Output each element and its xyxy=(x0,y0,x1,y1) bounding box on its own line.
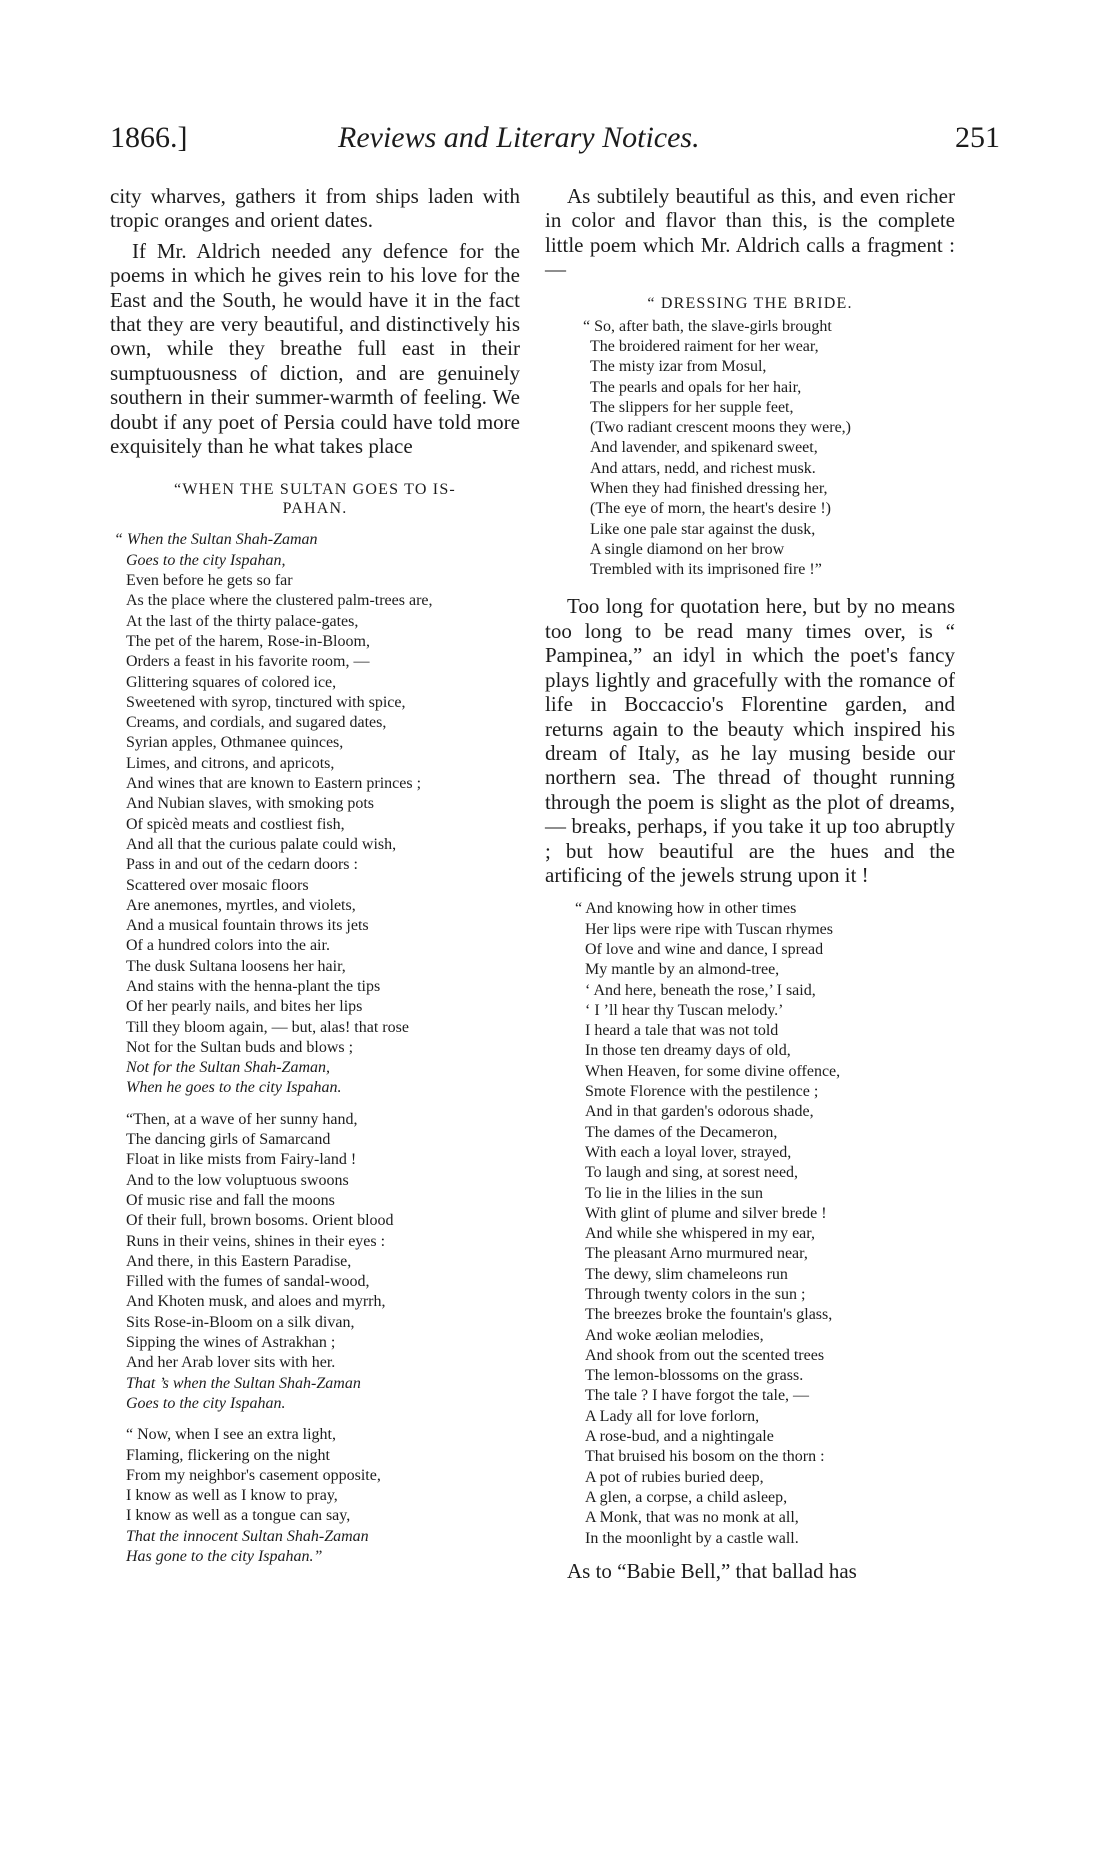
poem-line: A rose-bud, and a nightingale xyxy=(585,1428,774,1446)
poem-line: Runs in their veins, shines in their eyes : xyxy=(126,1232,386,1250)
poem-line: And in that garden's odorous shade, xyxy=(585,1103,814,1121)
poem-line: When Heaven, for some divine offence, xyxy=(585,1062,841,1080)
poem-line: Of a hundred colors into the air. xyxy=(126,937,330,955)
poem-line: Creams, and cordials, and sugared dates, xyxy=(126,714,387,732)
poem-line: (The eye of morn, the heart's desire !) xyxy=(590,500,831,518)
poem-line: From my neighbor's casement opposite, xyxy=(126,1466,381,1484)
poem-line: Of spicèd meats and costliest fish, xyxy=(126,815,345,833)
poem-line: “ So, after bath, the slave-girls brought xyxy=(583,317,832,335)
poem-line: “ And knowing how in other times xyxy=(575,900,797,918)
poem-line: Limes, and citrons, and apricots, xyxy=(126,754,335,772)
poem-line: Of her pearly nails, and bites her lips xyxy=(126,998,363,1016)
left-column xyxy=(110,184,520,1567)
poem-line: Sweetened with syrop, tinctured with spice, xyxy=(126,693,406,711)
poem-line: “ When the Sultan Shah-Zaman xyxy=(114,531,318,549)
poem-line: And while she whispered in my ear, xyxy=(585,1225,815,1243)
poem-line: “ Now, when I see an extra light, xyxy=(126,1426,336,1444)
poem-line: Goes to the city Ispahan. xyxy=(126,1394,286,1412)
poem-line: A pot of rubies buried deep, xyxy=(585,1468,764,1486)
poem-line: Sipping the wines of Astrakhan ; xyxy=(126,1334,336,1352)
poem-line: At the last of the thirty palace-gates, xyxy=(126,612,359,630)
poem-line: That the innocent Sultan Shah-Zaman xyxy=(126,1527,369,1545)
paragraph-aldrich-defence: If Mr. Aldrich needed any defence for the poems in which he gives rein to his love for the East and the South, he would have it in the fact that they are very beautiful, and distinctively his own, while they breathe full east in their sumptuousness of diction, and are genuinely southern in their summer-warmth of feeling. We doubt if any poet of Persia could have told more exquisitely than he what takes place xyxy=(110,238,520,459)
poem-line: When they had finished dressing her, xyxy=(590,480,828,497)
paragraph-subtilely: As subtilely beautiful as this, and even richer in color and flavor than this, is the complete little poem which Mr. Aldrich calls a fragment : — xyxy=(545,184,955,282)
poem-line: The breezes broke the fountain's glass, xyxy=(585,1306,833,1324)
poem-line: With glint of plume and silver brede ! xyxy=(585,1204,827,1222)
poem-line: And all that the curious palate could wish, xyxy=(126,835,397,853)
poem-line: I know as well as I know to pray, xyxy=(126,1487,338,1505)
poem-line: The lemon-blossoms on the grass. xyxy=(585,1367,804,1385)
paragraph-pampinea: Too long for quotation here, but by no means too long to be read many times over, is “ Pampinea,” an idyl in which the poet's fancy plays lightly and gracefully with the romance of life in Boccaccio's Florentine garden, and returns again to the beauty which inspired his dream of Italy, as he lay musing beside our northern sea. The thread of thought running through the poem is slight as the plot of dreams, — breaks, perhaps, if you take it up too abruptly ; but how beautiful are the hues and the artificing of the jewels strung upon it ! xyxy=(545,594,955,887)
poem-line: Not for the Sultan buds and blows ; xyxy=(126,1038,354,1056)
poem-line: And lavender, and spikenard sweet, xyxy=(590,439,818,457)
poem-line: And wines that are known to Eastern princes ; xyxy=(126,775,422,793)
poem-line: And to the low voluptuous swoons xyxy=(126,1171,349,1189)
sultan-poem xyxy=(110,530,520,1567)
poem-line: The pleasant Arno murmured near, xyxy=(585,1245,808,1263)
poem-line: Of their full, brown bosoms. Orient blood xyxy=(126,1212,394,1230)
poem-line: Glittering squares of colored ice, xyxy=(126,673,337,691)
header-title: Reviews and Literary Notices. xyxy=(338,121,700,154)
bride-poem-title: “ DRESSING THE BRIDE. xyxy=(647,294,853,312)
poem-line: Her lips were ripe with Tuscan rhymes xyxy=(585,920,833,938)
poem-line: Scattered over mosaic floors xyxy=(126,876,309,894)
page-number: 251 xyxy=(955,121,1000,154)
poem-line: The broidered raiment for her wear, xyxy=(590,337,819,355)
poem-line: Has gone to the city Ispahan.” xyxy=(126,1548,323,1566)
poem-line: ‘ And here, beneath the rose,’ I said, xyxy=(585,981,816,999)
poem-line: “Then, at a wave of her sunny hand, xyxy=(126,1110,358,1128)
poem-line: With each a loyal lover, strayed, xyxy=(585,1143,792,1161)
paragraph-babie-bell: As to “Babie Bell,” that ballad has xyxy=(567,1558,857,1583)
poem-line: In the moonlight by a castle wall. xyxy=(585,1529,799,1547)
poem-line: To laugh and sing, at sorest need, xyxy=(585,1164,799,1182)
poem-line: And Khoten musk, and aloes and myrrh, xyxy=(126,1293,386,1311)
poem-line: Syrian apples, Othmanee quinces, xyxy=(126,734,344,752)
poem-line: And a musical fountain throws its jets xyxy=(126,917,369,935)
poem-line: When he goes to the city Ispahan. xyxy=(126,1079,342,1097)
poem-line: And attars, nedd, and richest musk. xyxy=(590,459,816,477)
poem-line: In those ten dreamy days of old, xyxy=(585,1042,791,1060)
poem-line: The misty izar from Mosul, xyxy=(590,358,767,376)
poem-line: And her Arab lover sits with her. xyxy=(126,1354,336,1372)
poem-line: The dancing girls of Samarcand xyxy=(126,1131,331,1149)
poem-line: And there, in this Eastern Paradise, xyxy=(126,1252,352,1270)
poem-line: ‘ I ’ll hear thy Tuscan melody.’ xyxy=(585,1001,784,1019)
poem-line: Not for the Sultan Shah-Zaman, xyxy=(126,1059,331,1077)
poem-line: Smote Florence with the pestilence ; xyxy=(585,1083,819,1101)
poem-line: And stains with the henna-plant the tips xyxy=(126,978,381,995)
poem-line: Orders a feast in his favorite room, — xyxy=(126,653,370,671)
poem-line: The dames of the Decameron, xyxy=(585,1123,778,1141)
poem-line: Till they bloom again, — but, alas! that rose xyxy=(126,1018,409,1036)
poem-line: To lie in the lilies in the sun xyxy=(585,1184,763,1202)
poem-line: That ’s when the Sultan Shah-Zaman xyxy=(126,1374,361,1392)
header-year: 1866.] xyxy=(110,121,188,154)
poem-line: Flaming, flickering on the night xyxy=(126,1446,330,1464)
poem-line: And shook from out the scented trees xyxy=(585,1346,825,1364)
pampinea-poem xyxy=(545,899,955,1549)
poem-line: Are anemones, myrtles, and violets, xyxy=(126,896,356,914)
poem-line: Sits Rose-in-Bloom on a silk divan, xyxy=(126,1313,355,1331)
poem-line: Even before he gets so far xyxy=(126,572,293,590)
poem-line: Like one pale star against the dusk, xyxy=(590,520,816,538)
paragraph-continued: city wharves, gathers it from ships laden with tropic oranges and orient dates. xyxy=(110,184,520,233)
poem-line: The pearls and opals for her hair, xyxy=(590,378,802,396)
poem-line: Through twenty colors in the sun ; xyxy=(585,1286,806,1303)
poem-line: A Lady all for love forlorn, xyxy=(585,1407,760,1425)
poem-line: As the place where the clustered palm-trees are, xyxy=(126,592,433,610)
bride-poem xyxy=(545,317,955,581)
poem-line: Pass in and out of the cedarn doors : xyxy=(126,856,358,874)
poem-line: That bruised his bosom on the thorn : xyxy=(585,1448,825,1466)
right-column xyxy=(545,184,955,1583)
poem-line: (Two radiant crescent moons they were,) xyxy=(590,419,851,437)
poem-line: The dewy, slim chameleons run xyxy=(585,1265,788,1283)
poem-line: Of love and wine and dance, I spread xyxy=(585,940,824,958)
poem-line: Trembled with its imprisoned fire !” xyxy=(590,561,822,579)
poem-line: I heard a tale that was not told xyxy=(585,1022,779,1040)
poem-title-line2: PAHAN. xyxy=(282,500,348,518)
poem-line: My mantle by an almond-tree, xyxy=(585,961,780,979)
poem-line: A single diamond on her brow xyxy=(590,540,785,558)
poem-line: A Monk, that was no monk at all, xyxy=(585,1509,799,1527)
poem-line: And woke æolian melodies, xyxy=(585,1326,764,1344)
poem-line: The pet of the harem, Rose-in-Bloom, xyxy=(126,632,370,650)
poem-line: Goes to the city Ispahan, xyxy=(126,551,286,569)
poem-line: The dusk Sultana loosens her hair, xyxy=(126,957,346,975)
running-header xyxy=(110,121,1000,169)
poem-line: I know as well as a tongue can say, xyxy=(126,1507,351,1525)
poem-line: Float in like mists from Fairy-land ! xyxy=(126,1151,357,1169)
poem-line: The tale ? I have forgot the tale, — xyxy=(585,1387,810,1405)
poem-line: A glen, a corpse, a child asleep, xyxy=(585,1488,788,1506)
poem-line: Filled with the fumes of sandal-wood, xyxy=(126,1273,370,1291)
poem-line: Of music rise and fall the moons xyxy=(126,1191,335,1209)
poem-line: And Nubian slaves, with smoking pots xyxy=(126,795,374,813)
poem-line: The slippers for her supple feet, xyxy=(590,398,794,416)
poem-title-line1: “WHEN THE SULTAN GOES TO IS- xyxy=(174,481,456,499)
